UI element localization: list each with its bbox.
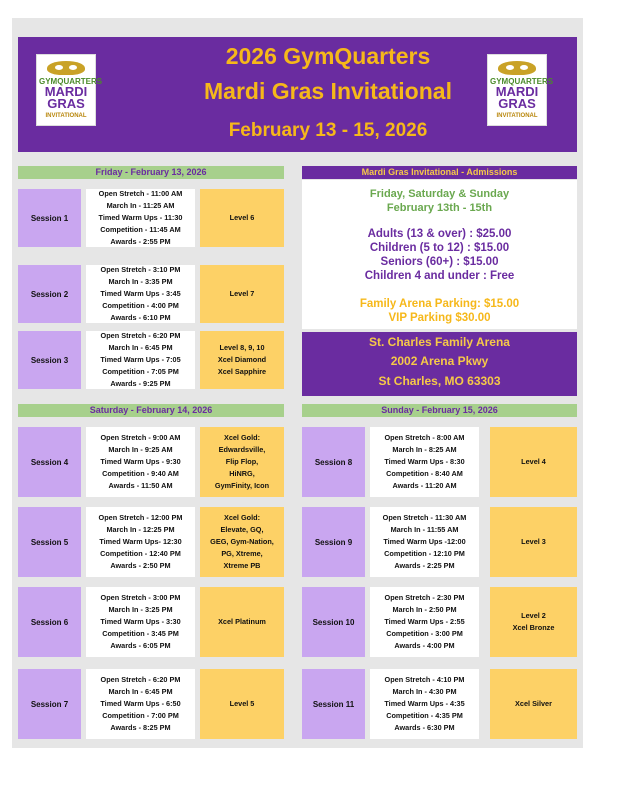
venue-panel xyxy=(302,332,577,396)
session-schedule xyxy=(370,587,479,657)
level-line: Xcel Bronze xyxy=(512,623,555,632)
schedule-line: Timed Warm Ups - 9:30 xyxy=(100,457,181,466)
schedule-line: Awards - 2:25 PM xyxy=(394,561,455,570)
admission-days: Friday, Saturday & Sunday xyxy=(369,188,510,200)
level-line: Xcel Silver xyxy=(515,699,552,708)
schedule-line: Competition - 11:45 AM xyxy=(100,225,181,234)
level-line: GymFinity, Icon xyxy=(214,481,270,490)
schedule-line: Open Stretch - 9:00 AM xyxy=(100,433,181,442)
schedule-line: Timed Warm Ups - 7:05 xyxy=(100,355,181,364)
schedule-line: March In - 6:45 PM xyxy=(108,343,173,352)
schedule-line: Awards - 8:25 PM xyxy=(110,723,171,732)
schedule-line: Awards - 6:10 PM xyxy=(110,313,171,322)
level-line: Xcel Gold: xyxy=(223,513,261,522)
schedule-line: March In - 4:30 PM xyxy=(392,687,457,696)
schedule-line: Timed Warm Ups- 12:30 xyxy=(99,537,182,546)
event-title-line1: 2026 GymQuarters xyxy=(225,43,431,69)
session-levels xyxy=(490,507,577,577)
schedule-line: Competition - 9:40 AM xyxy=(102,469,179,478)
session-schedule xyxy=(370,507,479,577)
schedule-line: Open Stretch - 11:00 AM xyxy=(98,189,183,198)
schedule-line: Open Stretch - 3:10 PM xyxy=(100,265,181,274)
schedule-line: Competition - 12:40 PM xyxy=(100,549,181,558)
level-line: Xcel Diamond xyxy=(217,355,267,364)
schedule-line: Competition - 7:00 PM xyxy=(102,711,179,720)
schedule-line: March In - 9:25 AM xyxy=(108,445,173,454)
session-label: Session 5 xyxy=(18,507,81,577)
schedule-line: Open Stretch - 3:00 PM xyxy=(100,593,181,602)
level-line: Xcel Sapphire xyxy=(217,367,267,376)
schedule-line: Awards - 6:05 PM xyxy=(110,641,171,650)
price-seniors: Seniors (60+) : $15.00 xyxy=(380,256,499,268)
schedule-line: March In - 3:35 PM xyxy=(108,277,173,286)
session-label: Session 11 xyxy=(302,669,365,739)
schedule-line: Competition - 7:05 PM xyxy=(102,367,179,376)
price-adults: Adults (13 & over) : $25.00 xyxy=(367,228,512,240)
venue-city: St Charles, MO 63303 xyxy=(378,374,501,388)
session-levels xyxy=(200,331,284,389)
mardi-gras-logo-right: GYMQUARTERS MARDI GRAS INVITATIONAL xyxy=(487,54,547,126)
session-levels xyxy=(490,587,577,657)
price-children: Children (5 to 12) : $15.00 xyxy=(369,242,510,254)
session-levels xyxy=(200,669,284,739)
schedule-line: Competition - 4:00 PM xyxy=(102,301,179,310)
session-levels xyxy=(200,587,284,657)
schedule-line: Timed Warm Ups - 3:30 xyxy=(100,617,181,626)
schedule-line: Awards - 4:00 PM xyxy=(394,641,455,650)
level-line: PG, Xtreme, xyxy=(221,549,263,558)
session-levels xyxy=(490,669,577,739)
session-levels xyxy=(490,427,577,497)
level-line: Level 8, 9, 10 xyxy=(219,343,265,352)
schedule-line: Timed Warm Ups - 2:55 xyxy=(384,617,465,626)
session-label: Session 10 xyxy=(302,587,365,657)
schedule-line: Open Stretch - 8:00 AM xyxy=(384,433,465,442)
schedule-line: Timed Warm Ups - 6:50 xyxy=(100,699,181,708)
schedule-line: March In - 3:25 PM xyxy=(108,605,173,614)
schedule-line: March In - 12:25 PM xyxy=(106,525,175,534)
schedule-line: Competition - 3:00 PM xyxy=(386,629,463,638)
session-schedule xyxy=(86,189,195,247)
schedule-line: Awards - 6:30 PM xyxy=(394,723,455,732)
level-line: Xcel Platinum xyxy=(218,617,266,626)
schedule-line: Timed Warm Ups - 8:30 xyxy=(384,457,465,466)
level-line: Level 7 xyxy=(229,289,255,298)
schedule-line: Open Stretch - 12:00 PM xyxy=(98,513,183,522)
schedule-line: Open Stretch - 6:20 PM xyxy=(100,675,181,684)
schedule-line: Timed Warm Ups -12:00 xyxy=(383,537,466,546)
schedule-line: Open Stretch - 11:30 AM xyxy=(382,513,467,522)
level-line: Xcel Gold: xyxy=(223,433,261,442)
session-schedule xyxy=(86,427,195,497)
schedule-line: March In - 2:50 PM xyxy=(392,605,457,614)
session-schedule xyxy=(370,427,479,497)
schedule-line: Open Stretch - 4:10 PM xyxy=(384,675,465,684)
schedule-line: March In - 11:25 AM xyxy=(106,201,175,210)
sunday-header: Sunday - February 15, 2026 xyxy=(302,404,577,417)
admission-dates: February 13th - 15th xyxy=(386,202,493,214)
venue-street: 2002 Arena Pkwy xyxy=(390,354,489,368)
venue-name: St. Charles Family Arena xyxy=(369,335,510,349)
schedule-line: Awards - 9:25 PM xyxy=(110,379,171,388)
schedule-line: March In - 6:45 PM xyxy=(108,687,173,696)
session-label: Session 2 xyxy=(18,265,81,323)
session-label: Session 9 xyxy=(302,507,365,577)
admissions-panel xyxy=(302,180,577,329)
session-levels xyxy=(200,427,284,497)
schedule-line: Awards - 11:50 AM xyxy=(108,481,173,490)
session-schedule xyxy=(370,669,479,739)
level-line: Level 4 xyxy=(521,457,546,466)
schedule-line: Timed Warm Ups - 11:30 xyxy=(98,213,183,222)
price-free: Children 4 and under : Free xyxy=(364,270,515,282)
level-line: Xtreme PB xyxy=(223,561,261,570)
admissions-header: Mardi Gras Invitational - Admissions xyxy=(302,166,577,179)
event-dates: February 13 - 15, 2026 xyxy=(228,120,428,141)
schedule-line: Timed Warm Ups - 4:35 xyxy=(384,699,465,708)
level-line: Flip Flop, xyxy=(225,457,259,466)
schedule-line: Open Stretch - 2:30 PM xyxy=(384,593,465,602)
session-label: Session 6 xyxy=(18,587,81,657)
level-line: Elevate, GQ, xyxy=(220,525,264,534)
parking-price: Family Arena Parking: $15.00 xyxy=(359,298,520,310)
vip-parking-price: VIP Parking $30.00 xyxy=(388,312,491,324)
schedule-line: March In - 8:25 AM xyxy=(392,445,457,454)
session-levels xyxy=(200,507,284,577)
saturday-header: Saturday - February 14, 2026 xyxy=(18,404,284,417)
schedule-line: Competition - 3:45 PM xyxy=(102,629,179,638)
session-schedule xyxy=(86,587,195,657)
level-line: Level 3 xyxy=(521,537,546,546)
session-label: Session 7 xyxy=(18,669,81,739)
session-label: Session 8 xyxy=(302,427,365,497)
level-line: Level 5 xyxy=(229,699,255,708)
schedule-line: Timed Warm Ups - 3:45 xyxy=(100,289,181,298)
level-line: Level 2 xyxy=(521,611,546,620)
schedule-line: Open Stretch - 6:20 PM xyxy=(100,331,181,340)
schedule-line: Competition - 4:35 PM xyxy=(386,711,463,720)
schedule-line: Awards - 11:20 AM xyxy=(392,481,457,490)
level-line: Edwardsville, xyxy=(218,445,266,454)
level-line: HiNRG, xyxy=(229,469,255,478)
friday-header: Friday - February 13, 2026 xyxy=(18,166,284,179)
schedule-line: Awards - 2:50 PM xyxy=(110,561,171,570)
schedule-line: Awards - 2:55 PM xyxy=(110,237,171,246)
session-levels xyxy=(200,189,284,247)
level-line: GEG, Gym-Nation, xyxy=(210,537,274,546)
level-line: Level 6 xyxy=(229,213,255,222)
session-label: Session 3 xyxy=(18,331,81,389)
session-label: Session 4 xyxy=(18,427,81,497)
session-schedule xyxy=(86,669,195,739)
event-title-line2: Mardi Gras Invitational xyxy=(204,78,452,104)
schedule-line: March In - 11:55 AM xyxy=(390,525,459,534)
mardi-gras-logo-left: GYMQUARTERS MARDI GRAS INVITATIONAL xyxy=(36,54,96,126)
session-schedule xyxy=(86,507,195,577)
session-label: Session 1 xyxy=(18,189,81,247)
session-schedule xyxy=(86,331,195,389)
session-levels xyxy=(200,265,284,323)
schedule-line: Competition - 12:10 PM xyxy=(384,549,465,558)
session-schedule xyxy=(86,265,195,323)
schedule-line: Competition - 8:40 AM xyxy=(386,469,463,478)
